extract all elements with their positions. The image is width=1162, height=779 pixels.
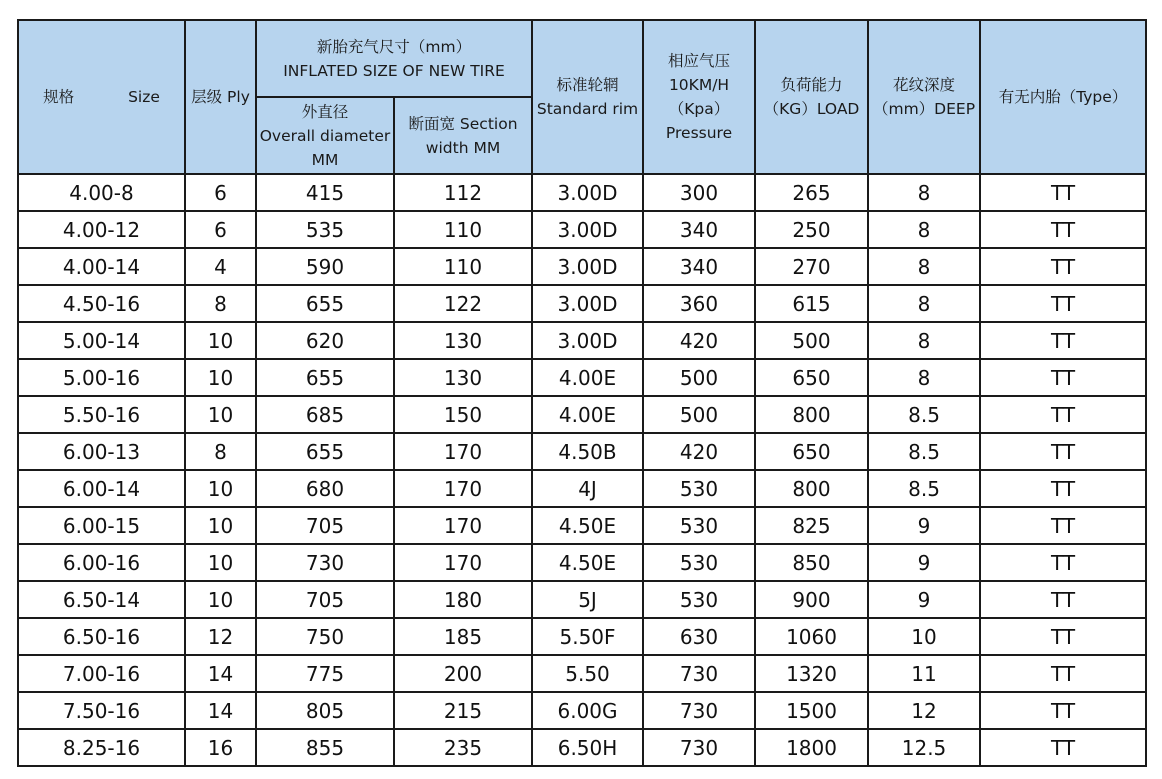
cell-ply: 8 [185, 433, 256, 470]
cell-overall-diameter: 750 [256, 618, 394, 655]
cell-section-width: 170 [394, 544, 532, 581]
header-inflated-size [256, 20, 532, 97]
cell-type: TT [980, 433, 1146, 470]
header-pressure-en: Pressure [665, 124, 733, 142]
cell-load: 1800 [755, 729, 868, 766]
cell-size: 4.00-8 [18, 174, 185, 211]
cell-size: 5.00-14 [18, 322, 185, 359]
cell-load: 250 [755, 211, 868, 248]
header-standard-rim [532, 20, 643, 174]
cell-section-width: 110 [394, 211, 532, 248]
cell-standard-rim: 4.50E [532, 507, 643, 544]
cell-load: 615 [755, 285, 868, 322]
cell-type: TT [980, 470, 1146, 507]
cell-section-width: 170 [394, 470, 532, 507]
cell-pressure: 730 [643, 729, 755, 766]
cell-deep: 8.5 [868, 470, 980, 507]
cell-pressure: 730 [643, 692, 755, 729]
cell-section-width: 150 [394, 396, 532, 433]
header-pressure-cn: 相应气压 [668, 52, 731, 70]
cell-load: 270 [755, 248, 868, 285]
cell-deep: 8 [868, 322, 980, 359]
cell-section-width: 130 [394, 322, 532, 359]
table-row [18, 359, 1146, 396]
cell-section-width: 170 [394, 507, 532, 544]
header-diameter-en: Overall diameter [259, 126, 391, 145]
cell-pressure: 340 [643, 211, 755, 248]
table-row [18, 248, 1146, 285]
cell-section-width: 200 [394, 655, 532, 692]
cell-type: TT [980, 359, 1146, 396]
cell-standard-rim: 3.00D [532, 285, 643, 322]
cell-section-width: 110 [394, 248, 532, 285]
cell-load: 800 [755, 470, 868, 507]
cell-standard-rim: 3.00D [532, 211, 643, 248]
cell-ply: 10 [185, 581, 256, 618]
cell-type: TT [980, 174, 1146, 211]
cell-type: TT [980, 692, 1146, 729]
cell-section-width: 170 [394, 433, 532, 470]
cell-deep: 12 [868, 692, 980, 729]
cell-pressure: 530 [643, 581, 755, 618]
cell-ply: 16 [185, 729, 256, 766]
table-row [18, 174, 1146, 211]
cell-pressure: 500 [643, 359, 755, 396]
cell-deep: 11 [868, 655, 980, 692]
cell-pressure: 420 [643, 322, 755, 359]
cell-load: 900 [755, 581, 868, 618]
cell-deep: 9 [868, 544, 980, 581]
cell-standard-rim: 5.50F [532, 618, 643, 655]
cell-standard-rim: 4.00E [532, 359, 643, 396]
cell-pressure: 500 [643, 396, 755, 433]
table-row [18, 211, 1146, 248]
header-rim-cn: 标准轮辋 [556, 76, 619, 94]
cell-ply: 10 [185, 322, 256, 359]
cell-section-width: 235 [394, 729, 532, 766]
table-row [18, 470, 1146, 507]
table-row [18, 692, 1146, 729]
table-header [18, 20, 1146, 174]
cell-type: TT [980, 285, 1146, 322]
cell-ply: 6 [185, 174, 256, 211]
cell-type: TT [980, 729, 1146, 766]
cell-ply: 10 [185, 396, 256, 433]
cell-type: TT [980, 618, 1146, 655]
cell-pressure: 530 [643, 544, 755, 581]
cell-deep: 10 [868, 618, 980, 655]
table-row [18, 322, 1146, 359]
cell-load: 825 [755, 507, 868, 544]
cell-standard-rim: 6.00G [532, 692, 643, 729]
header-overall-diameter [256, 97, 394, 174]
cell-pressure: 360 [643, 285, 755, 322]
header-pressure-unit: （Kpa） [668, 100, 730, 118]
cell-deep: 8.5 [868, 396, 980, 433]
table-row [18, 544, 1146, 581]
cell-standard-rim: 4.50B [532, 433, 643, 470]
header-section-unit: width MM [425, 138, 501, 157]
header-section-cn: 断面宽 Section [408, 114, 518, 133]
cell-deep: 8 [868, 248, 980, 285]
cell-load: 1500 [755, 692, 868, 729]
cell-standard-rim: 5J [532, 581, 643, 618]
table-row [18, 285, 1146, 322]
cell-standard-rim: 3.00D [532, 322, 643, 359]
cell-overall-diameter: 775 [256, 655, 394, 692]
table-row [18, 396, 1146, 433]
header-type: 有无内胎（Type） [980, 20, 1146, 174]
cell-size: 6.50-16 [18, 618, 185, 655]
cell-overall-diameter: 415 [256, 174, 394, 211]
cell-overall-diameter: 655 [256, 285, 394, 322]
cell-deep: 12.5 [868, 729, 980, 766]
cell-ply: 6 [185, 211, 256, 248]
header-diameter-unit: MM [311, 150, 339, 169]
cell-section-width: 185 [394, 618, 532, 655]
cell-pressure: 730 [643, 655, 755, 692]
cell-type: TT [980, 655, 1146, 692]
cell-standard-rim: 4.00E [532, 396, 643, 433]
header-size [18, 20, 185, 174]
cell-ply: 10 [185, 544, 256, 581]
cell-section-width: 122 [394, 285, 532, 322]
header-load-en: （KG）LOAD [763, 100, 860, 118]
cell-size: 6.00-14 [18, 470, 185, 507]
tire-spec-table [17, 19, 1147, 767]
header-deep-cn: 花纹深度 [893, 76, 956, 94]
header-inflated-text: 新胎充气尺寸（mm） INFLATED SIZE OF NEW TIRE [283, 37, 505, 80]
cell-standard-rim: 5.50 [532, 655, 643, 692]
cell-ply: 10 [185, 507, 256, 544]
cell-overall-diameter: 855 [256, 729, 394, 766]
cell-load: 1060 [755, 618, 868, 655]
cell-type: TT [980, 211, 1146, 248]
cell-pressure: 630 [643, 618, 755, 655]
cell-overall-diameter: 685 [256, 396, 394, 433]
cell-size: 6.50-14 [18, 581, 185, 618]
cell-size: 4.50-16 [18, 285, 185, 322]
header-pressure [643, 20, 755, 174]
cell-deep: 8 [868, 211, 980, 248]
cell-pressure: 530 [643, 470, 755, 507]
cell-overall-diameter: 620 [256, 322, 394, 359]
cell-size: 5.50-16 [18, 396, 185, 433]
cell-size: 4.00-14 [18, 248, 185, 285]
cell-load: 850 [755, 544, 868, 581]
header-deep [868, 20, 980, 174]
cell-load: 1320 [755, 655, 868, 692]
header-rim-en: Standard rim [536, 100, 639, 118]
cell-load: 650 [755, 433, 868, 470]
cell-standard-rim: 4.50E [532, 544, 643, 581]
header-load [755, 20, 868, 174]
cell-type: TT [980, 322, 1146, 359]
header-ply: 层级 Ply [185, 20, 256, 174]
cell-standard-rim: 6.50H [532, 729, 643, 766]
cell-ply: 8 [185, 285, 256, 322]
header-section-width [394, 97, 532, 174]
cell-type: TT [980, 248, 1146, 285]
cell-standard-rim: 3.00D [532, 174, 643, 211]
cell-size: 6.00-13 [18, 433, 185, 470]
cell-section-width: 112 [394, 174, 532, 211]
header-load-cn: 负荷能力 [780, 76, 843, 94]
cell-overall-diameter: 705 [256, 581, 394, 618]
table-row [18, 581, 1146, 618]
cell-deep: 8 [868, 174, 980, 211]
cell-pressure: 420 [643, 433, 755, 470]
cell-size: 5.00-16 [18, 359, 185, 396]
header-size-en: Size [128, 88, 160, 106]
header-size-cn: 规格 [43, 88, 75, 106]
cell-section-width: 130 [394, 359, 532, 396]
cell-overall-diameter: 680 [256, 470, 394, 507]
cell-deep: 8 [868, 285, 980, 322]
cell-pressure: 530 [643, 507, 755, 544]
cell-overall-diameter: 590 [256, 248, 394, 285]
cell-load: 650 [755, 359, 868, 396]
cell-ply: 4 [185, 248, 256, 285]
cell-overall-diameter: 730 [256, 544, 394, 581]
cell-type: TT [980, 396, 1146, 433]
table-row [18, 655, 1146, 692]
cell-deep: 8 [868, 359, 980, 396]
cell-deep: 9 [868, 507, 980, 544]
cell-ply: 14 [185, 655, 256, 692]
cell-overall-diameter: 705 [256, 507, 394, 544]
table-row [18, 729, 1146, 766]
cell-size: 8.25-16 [18, 729, 185, 766]
table-row [18, 433, 1146, 470]
cell-section-width: 215 [394, 692, 532, 729]
cell-ply: 12 [185, 618, 256, 655]
cell-size: 4.00-12 [18, 211, 185, 248]
cell-overall-diameter: 535 [256, 211, 394, 248]
cell-ply: 14 [185, 692, 256, 729]
cell-section-width: 180 [394, 581, 532, 618]
table-body [18, 174, 1146, 766]
cell-ply: 10 [185, 359, 256, 396]
cell-overall-diameter: 805 [256, 692, 394, 729]
cell-size: 7.00-16 [18, 655, 185, 692]
cell-type: TT [980, 581, 1146, 618]
cell-load: 800 [755, 396, 868, 433]
cell-overall-diameter: 655 [256, 359, 394, 396]
cell-pressure: 340 [643, 248, 755, 285]
cell-size: 7.50-16 [18, 692, 185, 729]
cell-type: TT [980, 544, 1146, 581]
cell-type: TT [980, 507, 1146, 544]
cell-load: 265 [755, 174, 868, 211]
header-deep-en: （mm）DEEP [872, 100, 976, 118]
cell-deep: 8.5 [868, 433, 980, 470]
table-row [18, 618, 1146, 655]
cell-load: 500 [755, 322, 868, 359]
cell-overall-diameter: 655 [256, 433, 394, 470]
table-row [18, 507, 1146, 544]
cell-size: 6.00-15 [18, 507, 185, 544]
header-diameter-cn: 外直径 [301, 102, 349, 121]
cell-pressure: 300 [643, 174, 755, 211]
cell-ply: 10 [185, 470, 256, 507]
header-pressure-speed: 10KM/H [668, 76, 730, 94]
cell-standard-rim: 3.00D [532, 248, 643, 285]
cell-deep: 9 [868, 581, 980, 618]
cell-size: 6.00-16 [18, 544, 185, 581]
cell-standard-rim: 4J [532, 470, 643, 507]
